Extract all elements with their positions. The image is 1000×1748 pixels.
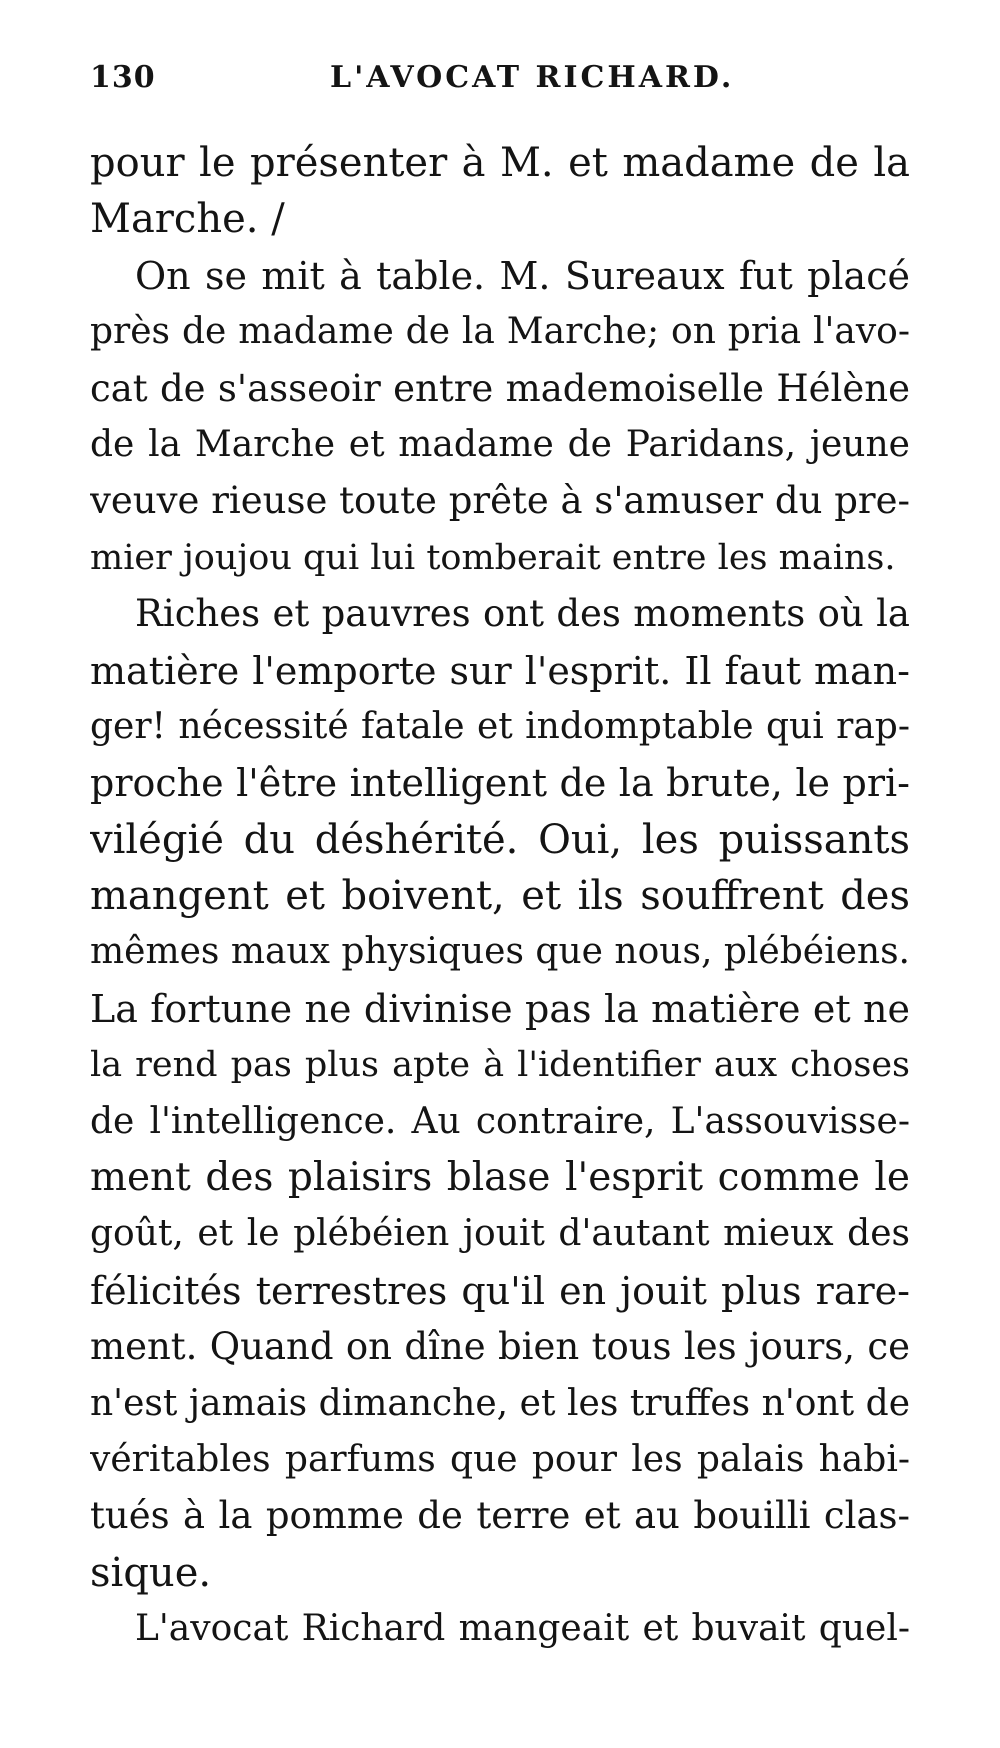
text-line: près de madame de la Marche; on pria l'avo- [90, 311, 910, 353]
text-line: n'est jamais dimanche, et les truffes n'ont de [90, 1382, 910, 1424]
text-line: de la Marche et madame de Paridans, jeune [90, 423, 910, 465]
text-line: la rend pas plus apte à l'identifier aux choses [90, 1045, 910, 1086]
text-line: matière l'emporte sur l'esprit. Il faut man- [90, 648, 910, 693]
text-line: mêmes maux physiques que nous, plébéiens. [90, 931, 910, 973]
text-line: ment. Quand on dîne bien tous les jours, ce [90, 1325, 910, 1369]
text-line: Marche. / [90, 196, 285, 243]
page-header [90, 60, 910, 108]
text-line: félicités terrestres qu'il en jouit plus rare- [90, 1268, 910, 1313]
text-line: ment des plaisirs blase l'esprit comme le [90, 1155, 910, 1201]
page-number: 130 [90, 60, 156, 95]
text-line: de l'intelligence. Au contraire, L'assouvisse- [90, 1100, 910, 1142]
text-line: véritables parfums que pour les palais habi- [90, 1438, 910, 1480]
text-line: cat de s'asseoir entre mademoiselle Hélène [90, 366, 910, 410]
text-line: sique. [90, 1549, 212, 1596]
text-line: La fortune ne divinise pas la matière et ne [90, 986, 910, 1031]
text-line: pour le présenter à M. et madame de la [90, 140, 910, 186]
text-line: ger! nécessité fatale et indomptable qui rap- [90, 705, 910, 747]
text-line: L'avocat Richard mangeait et buvait quel- [135, 1608, 910, 1650]
running-title: L'AVOCAT RICHARD. [330, 60, 735, 95]
text-line: On se mit à table. M. Sureaux fut placé [135, 253, 910, 298]
text-line: mier joujou qui lui tomberait entre les mains. [90, 537, 896, 578]
text-line: vilégié du déshérité. Oui, les puissants [90, 816, 910, 863]
text-line: proche l'être intelligent de la brute, le pri- [90, 761, 910, 806]
text-line: Riches et pauvres ont des moments où la [135, 592, 910, 636]
text-line: tués à la pomme de terre et au bouilli clas- [90, 1494, 910, 1538]
text-line: mangent et boivent, et ils souffrent des [90, 873, 910, 920]
text-line: veuve rieuse toute prête à s'amuser du pre- [90, 479, 910, 523]
text-line: goût, et le plébéien jouit d'autant mieux des [90, 1213, 910, 1255]
body-text [90, 135, 910, 1658]
